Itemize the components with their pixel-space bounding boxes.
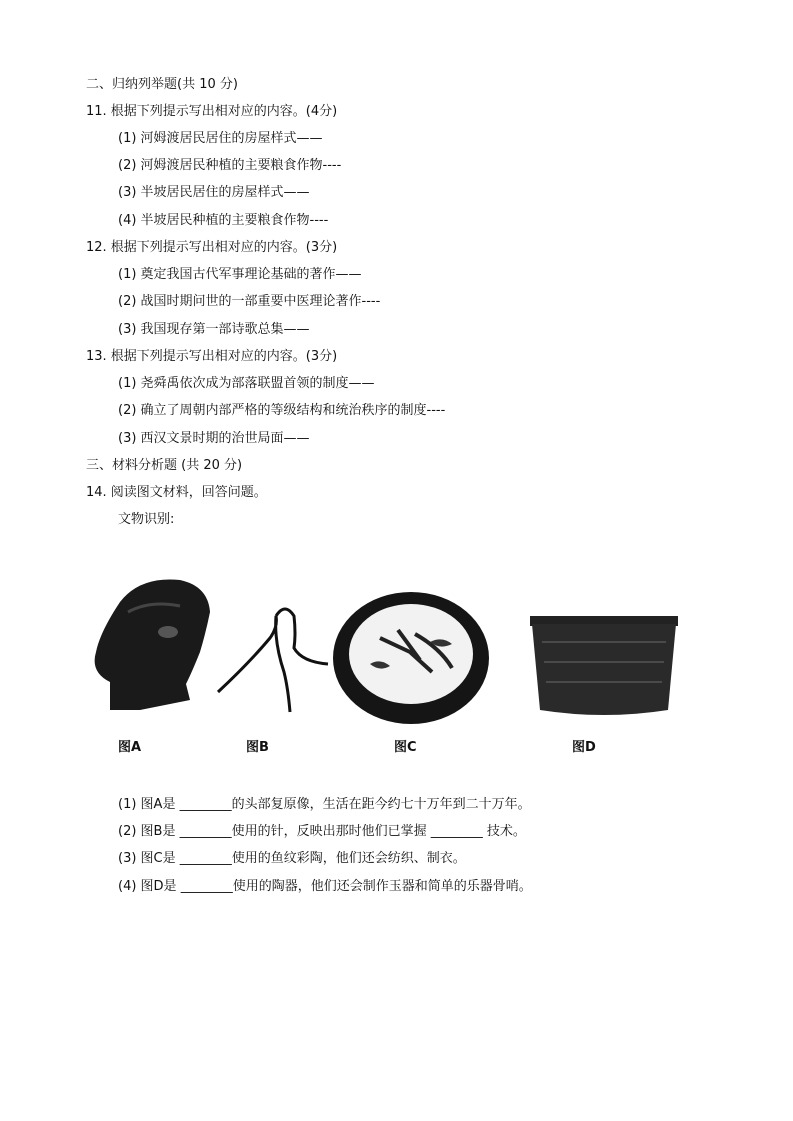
figure-a-caption: 图A [118, 740, 142, 755]
artifact-figures [80, 572, 690, 762]
figure-d-caption: 图D [572, 740, 596, 755]
figure-b-caption: 图B [246, 740, 269, 755]
artifact-illustrations [80, 572, 690, 732]
question-12-item-2: (2) 战国时期问世的一部重要中医理论著作---- [118, 294, 381, 309]
question-14-stem: 14. 阅读图文材料，回答问题。 [86, 485, 267, 500]
question-11-item-4: (4) 半坡居民种植的主要粮食作物---- [118, 213, 329, 228]
question-11-stem: 11. 根据下列提示写出相对应的内容。(4分) [86, 104, 338, 119]
question-11-item-2: (2) 河姆渡居民种植的主要粮食作物---- [118, 158, 342, 173]
figure-b-bone-needle [218, 609, 328, 712]
question-13-item-2: (2) 确立了周朝内部严格的等级结构和统治秩序的制度---- [118, 403, 446, 418]
section-3-heading: 三、材料分析题 (共 20 分) [86, 458, 243, 473]
question-14-item-1: (1) 图A是 ________的头部复原像，生活在距今约七十万年到二十万年。 [118, 797, 531, 812]
question-12-item-3: (3) 我国现存第一部诗歌总集—— [118, 322, 310, 337]
figure-a-head-bust [95, 579, 210, 710]
section-2-heading: 二、归纳列举题(共 10 分) [86, 77, 238, 92]
question-14-item-4: (4) 图D是 ________使用的陶器，他们还会制作玉器和简单的乐器骨哨。 [118, 879, 532, 894]
question-12-stem: 12. 根据下列提示写出相对应的内容。(3分) [86, 240, 338, 255]
figure-d-pottery-vessel [530, 616, 678, 715]
figure-c-caption: 图C [394, 740, 417, 755]
question-11-item-3: (3) 半坡居民居住的房屋样式—— [118, 185, 310, 200]
question-13-stem: 13. 根据下列提示写出相对应的内容。(3分) [86, 349, 338, 364]
question-13-item-3: (3) 西汉文景时期的治世局面—— [118, 431, 310, 446]
question-14-item-2: (2) 图B是 ________使用的针，反映出那时他们已掌握 ________ 技术。 [118, 824, 526, 839]
figure-c-fish-pattern-basin [333, 592, 489, 724]
question-14-subhead: 文物识别: [118, 512, 175, 527]
question-13-item-1: (1) 尧舜禹依次成为部落联盟首领的制度—— [118, 376, 375, 391]
question-12-item-1: (1) 奠定我国古代军事理论基础的著作—— [118, 267, 362, 282]
question-11-item-1: (1) 河姆渡居民居住的房屋样式—— [118, 131, 323, 146]
question-14-item-3: (3) 图C是 ________使用的鱼纹彩陶，他们还会纺织、制衣。 [118, 851, 466, 866]
